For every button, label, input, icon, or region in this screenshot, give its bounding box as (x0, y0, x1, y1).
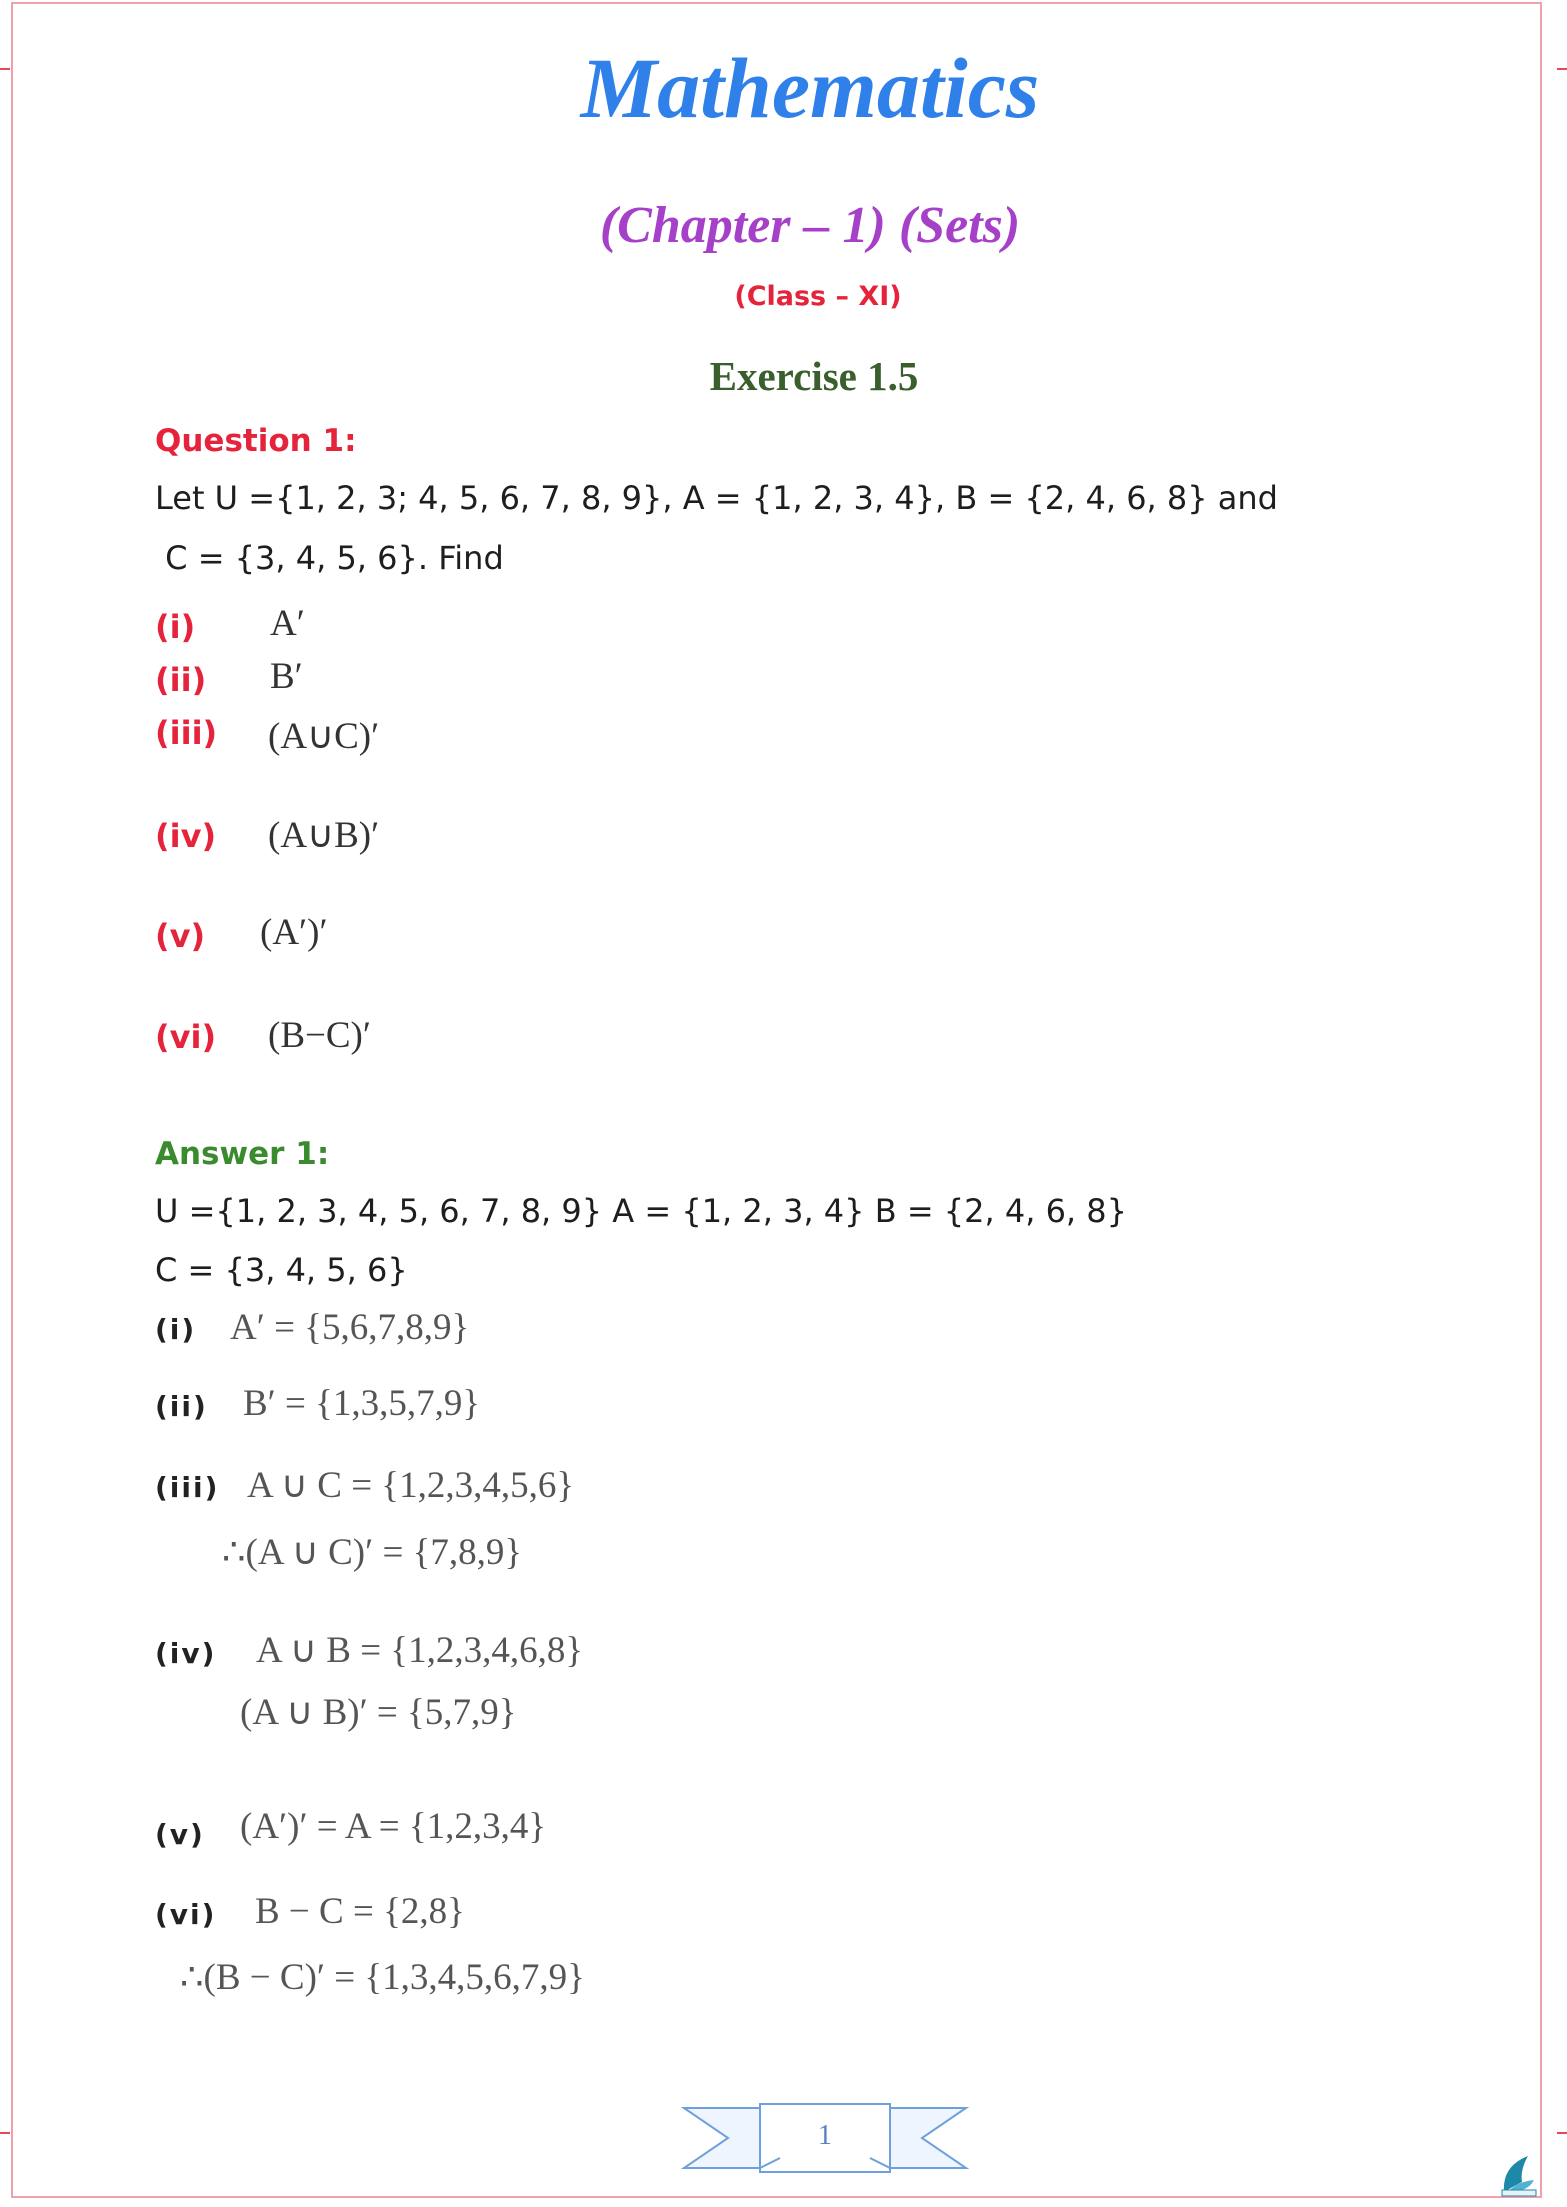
page-border (11, 2, 1542, 2198)
answer-part-conclusion: (A ∪ B)′ = {5,7,9} (240, 1692, 517, 1733)
answer-part-number: (vi) (155, 1898, 217, 1931)
answer-line-2: C = {3, 4, 5, 6} (155, 1251, 408, 1289)
chapter-heading: (Chapter – 1) (Sets) (599, 197, 1021, 254)
question-line-1: Let U ={1, 2, 3; 4, 5, 6, 7, 8, 9}, A = {1, 2, 3, 4}, B = {2, 4, 6, 8} and (155, 479, 1278, 517)
question-part-number: (ii) (155, 661, 207, 699)
answer-part-conclusion: ∴(B − C)′ = {1,3,4,5,6,7,9} (180, 1957, 585, 1998)
exercise-heading: Exercise 1.5 (709, 353, 919, 399)
answer-part-expression: (A′)′ = A = {1,2,3,4} (240, 1806, 547, 1847)
answer-part-expression: B′ = {1,3,5,7,9} (243, 1383, 481, 1424)
publisher-logo-icon (1498, 2152, 1540, 2198)
answer-line-1: U ={1, 2, 3, 4, 5, 6, 7, 8, 9} A = {1, 2, 3, 4} B = {2, 4, 6, 8} (155, 1192, 1127, 1230)
answer-part-expression: A′ = {5,6,7,8,9} (230, 1307, 470, 1348)
answer-part-number: (iii) (155, 1471, 220, 1504)
question-part-expression: (B−C)′ (268, 1015, 371, 1056)
answer-part-expression: B − C = {2,8} (255, 1891, 465, 1932)
question-part-number: (i) (155, 608, 196, 646)
question-part-number: (v) (155, 917, 206, 955)
answer-part-number: (i) (155, 1313, 197, 1346)
question-part-expression: (A′)′ (260, 912, 328, 953)
answer-part-number: (iv) (155, 1637, 217, 1670)
question-part-expression: B′ (270, 656, 303, 697)
question-part-expression: (A∪B)′ (268, 815, 380, 856)
question-part-number: (iv) (155, 817, 217, 855)
answer-part-conclusion: ∴(A ∪ C)′ = {7,8,9} (222, 1532, 523, 1573)
question-part-expression: A′ (270, 603, 305, 644)
question-heading: Question 1: (155, 423, 357, 459)
answer-part-expression: A ∪ B = {1,2,3,4,6,8} (256, 1630, 584, 1671)
answer-part-expression: A ∪ C = {1,2,3,4,5,6} (247, 1465, 575, 1506)
question-part-number: (iii) (155, 714, 218, 752)
page-title: Mathematics (580, 40, 1040, 136)
margin-tick-left-bottom (0, 2132, 10, 2134)
answer-part-number: (v) (155, 1818, 205, 1851)
class-label: (Class – XI) (734, 281, 902, 312)
question-part-number: (vi) (155, 1018, 217, 1056)
question-line-2: C = {3, 4, 5, 6}. Find (155, 539, 504, 577)
answer-heading: Answer 1: (155, 1136, 330, 1172)
answer-part-number: (ii) (155, 1390, 208, 1423)
page-number: 1 (818, 2120, 832, 2151)
question-part-expression: (A∪C)′ (268, 716, 380, 757)
margin-tick-right-bottom (1557, 2132, 1567, 2134)
